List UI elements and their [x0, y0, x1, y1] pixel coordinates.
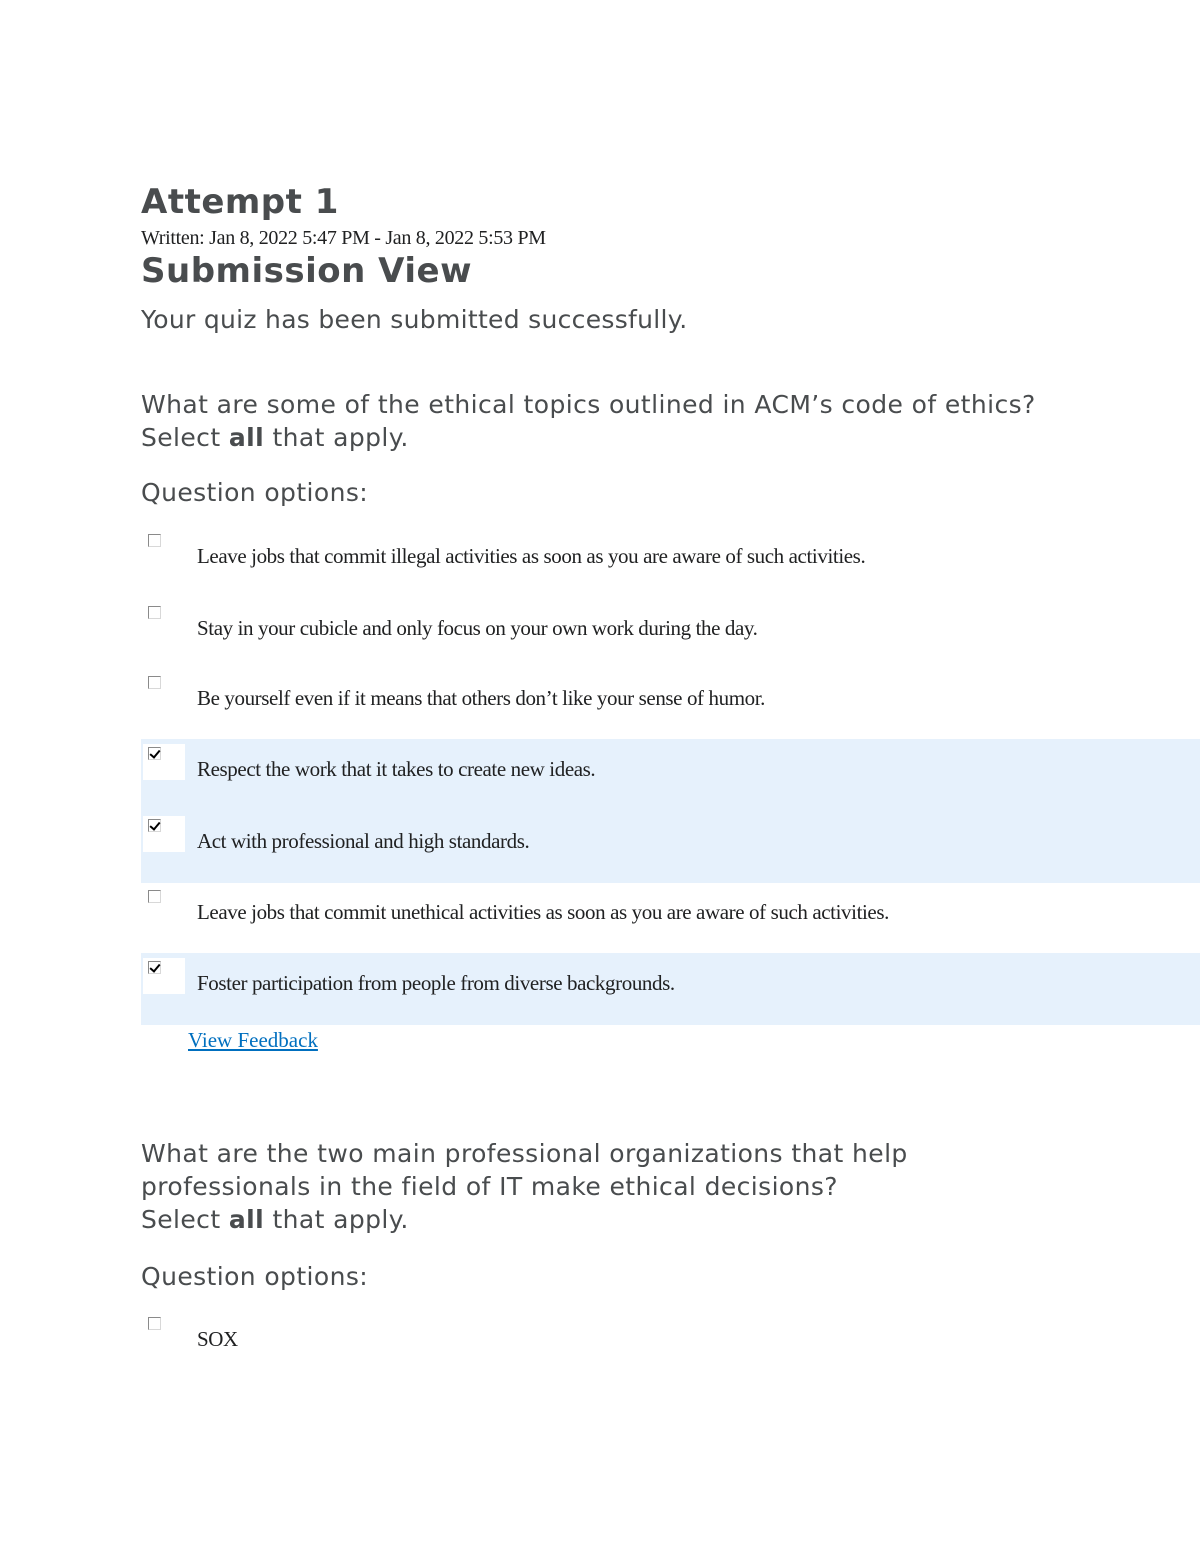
question-2-options-label: Question options:: [141, 1262, 369, 1291]
question-1-option-7[interactable]: [141, 953, 1200, 1025]
checkbox-icon[interactable]: [148, 890, 161, 903]
checkbox-container: [143, 673, 185, 709]
checkbox-icon[interactable]: [148, 534, 161, 547]
question-2-emphasis: all: [228, 1205, 265, 1234]
question-2-line-1: What are the two main professional organizations that help: [141, 1139, 908, 1168]
attempt-title: Attempt 1: [141, 182, 339, 222]
question-1-option-6[interactable]: [141, 882, 1200, 954]
checkbox-container: [143, 744, 185, 780]
option-label: SOX: [197, 1327, 238, 1351]
checkbox-checked-icon[interactable]: [148, 747, 161, 760]
question-1-text: [141, 388, 1061, 454]
checkbox-checked-icon[interactable]: [148, 961, 161, 974]
checkbox-icon[interactable]: [148, 606, 161, 619]
option-label: Foster participation from people from diverse backgrounds.: [197, 971, 675, 995]
option-label: Respect the work that it takes to create new ideas.: [197, 757, 596, 781]
written-timestamp: Written: Jan 8, 2022 5:47 PM - Jan 8, 2022 5:53 PM: [141, 227, 546, 249]
question-1-option-3[interactable]: [141, 668, 1200, 740]
view-feedback-link[interactable]: View Feedback: [188, 1028, 318, 1052]
question-1-option-5[interactable]: [141, 811, 1200, 883]
option-label: Stay in your cubicle and only focus on your own work during the day.: [197, 616, 758, 640]
question-1-text-end: that apply.: [264, 423, 409, 452]
question-1-options-label: Question options:: [141, 478, 369, 507]
checkbox-container: [143, 816, 185, 852]
option-label: Leave jobs that commit unethical activities as soon as you are aware of such activities.: [197, 900, 889, 924]
checkbox-container: [143, 887, 185, 923]
submission-view-title: Submission View: [141, 251, 472, 291]
option-label: Be yourself even if it means that others don’t like your sense of humor.: [197, 686, 766, 710]
question-1-option-4[interactable]: [141, 739, 1200, 811]
question-1-option-1[interactable]: [141, 526, 1200, 598]
option-label: Leave jobs that commit illegal activities as soon as you are aware of such activities.: [197, 544, 866, 568]
question-1-text-start: What are some of the ethical topics outlined in ACM’s code of ethics? Select: [141, 390, 1036, 452]
checkbox-checked-icon[interactable]: [148, 819, 161, 832]
checkbox-icon[interactable]: [148, 1317, 161, 1330]
checkbox-container: [143, 531, 185, 567]
submission-success-message: Your quiz has been submitted successfully.: [141, 305, 688, 334]
checkbox-icon[interactable]: [148, 676, 161, 689]
question-2-option-1[interactable]: [141, 1309, 1200, 1381]
question-2-text-end: that apply.: [264, 1205, 409, 1234]
question-2-text-start: Select: [141, 1205, 229, 1234]
checkbox-container: [143, 603, 185, 639]
question-2-line-2: professionals in the field of IT make ethical decisions?: [141, 1172, 838, 1201]
question-1-option-2[interactable]: [141, 598, 1200, 670]
question-1-emphasis: all: [228, 423, 265, 452]
question-2-text: [141, 1137, 1041, 1236]
checkbox-container: [143, 958, 185, 994]
checkbox-container: [143, 1314, 185, 1350]
option-label: Act with professional and high standards.: [197, 829, 530, 853]
